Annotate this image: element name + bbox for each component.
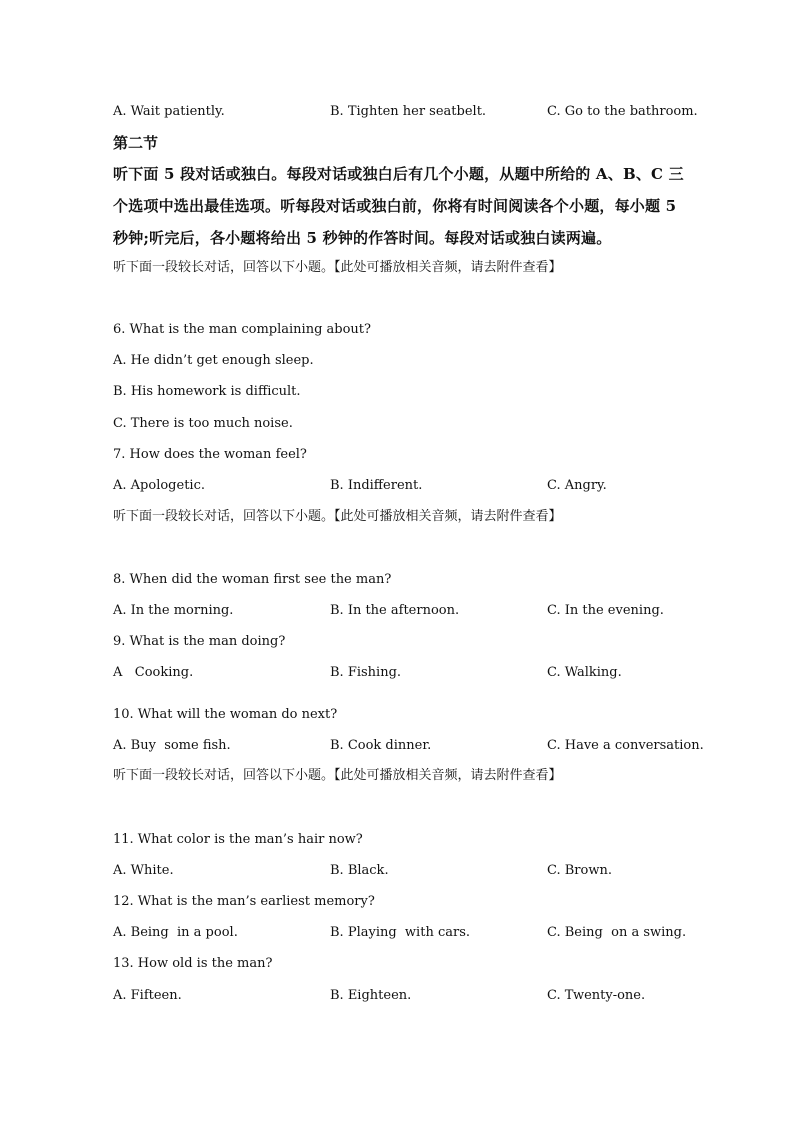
audio-note: 听下面一段较长对话，回答以下小题。【此处可播放相关音频，请去附件查看】	[113, 768, 562, 783]
question-stem: 7. How does the woman feel?	[113, 447, 307, 462]
option-a: A. Fifteen.	[113, 988, 182, 1003]
option-a: A. Apologetic.	[113, 478, 205, 493]
section-heading: 第二节	[113, 134, 159, 152]
option-a: A. White.	[113, 863, 174, 878]
option-a: A. He didn’t get enough sleep.	[113, 353, 314, 368]
question-stem: 13. How old is the man?	[113, 956, 273, 971]
question-stem: 6. What is the man complaining about?	[113, 322, 371, 337]
option-b: B. Tighten her seatbelt.	[330, 104, 487, 119]
question-stem: 8. When did the woman first see the man?	[113, 572, 392, 587]
question-options	[113, 735, 713, 757]
instruction-line: 听下面 5 段对话或独白。每段对话或独白后有几个小题，从题中所给的 A、B、C 三	[113, 165, 684, 183]
instruction-line: 个选项中选出最佳选项。听每段对话或独白前，你将有时间阅读各个小题，每小题 5	[113, 197, 677, 215]
option-c: C. Walking.	[547, 665, 622, 680]
option-b: B. In the afternoon.	[330, 603, 460, 618]
audio-note: 听下面一段较长对话，回答以下小题。【此处可播放相关音频，请去附件查看】	[113, 260, 562, 275]
option-b: B. Playing with cars.	[330, 925, 470, 940]
option-b: B. Indifferent.	[330, 478, 423, 493]
question-options	[113, 922, 713, 944]
audio-note: 听下面一段较长对话，回答以下小题。【此处可播放相关音频，请去附件查看】	[113, 509, 562, 524]
option-b: B. Fishing.	[330, 665, 402, 680]
option-a: A. Buy some fish.	[113, 738, 231, 753]
question-stem: 9. What is the man doing?	[113, 634, 286, 649]
q5-options	[113, 101, 713, 123]
question-stem: 11. What color is the man’s hair now?	[113, 832, 363, 847]
option-c: C. Twenty-one.	[547, 988, 646, 1003]
option-a: A. Wait patiently.	[113, 104, 225, 119]
option-b: B. Cook dinner.	[330, 738, 432, 753]
option-c: C. Being on a swing.	[547, 925, 687, 940]
option-a: A. Being in a pool.	[113, 925, 238, 940]
question-options	[113, 600, 713, 622]
option-b: B. His homework is difficult.	[113, 384, 301, 399]
option-c: C. In the evening.	[547, 603, 664, 618]
question-options	[113, 475, 713, 497]
question-stem: 12. What is the man’s earliest memory?	[113, 894, 375, 909]
option-b: B. Eighteen.	[330, 988, 412, 1003]
question-options	[113, 860, 713, 882]
instruction-line: 秒钟;听完后，各小题将给出 5 秒钟的作答时间。每段对话或独白读两遍。	[113, 229, 612, 247]
question-options	[113, 985, 713, 1007]
option-a: A. In the morning.	[113, 603, 234, 618]
question-options	[113, 662, 713, 684]
section-instructions	[113, 158, 713, 254]
question-stem: 10. What will the woman do next?	[113, 707, 338, 722]
option-c: C. Have a conversation.	[547, 738, 704, 753]
option-c: C. There is too much noise.	[113, 416, 293, 431]
option-a: A Cooking.	[113, 665, 194, 680]
option-c: C. Angry.	[547, 478, 607, 493]
option-c: C. Brown.	[547, 863, 612, 878]
option-b: B. Black.	[330, 863, 389, 878]
option-c: C. Go to the bathroom.	[547, 104, 698, 119]
